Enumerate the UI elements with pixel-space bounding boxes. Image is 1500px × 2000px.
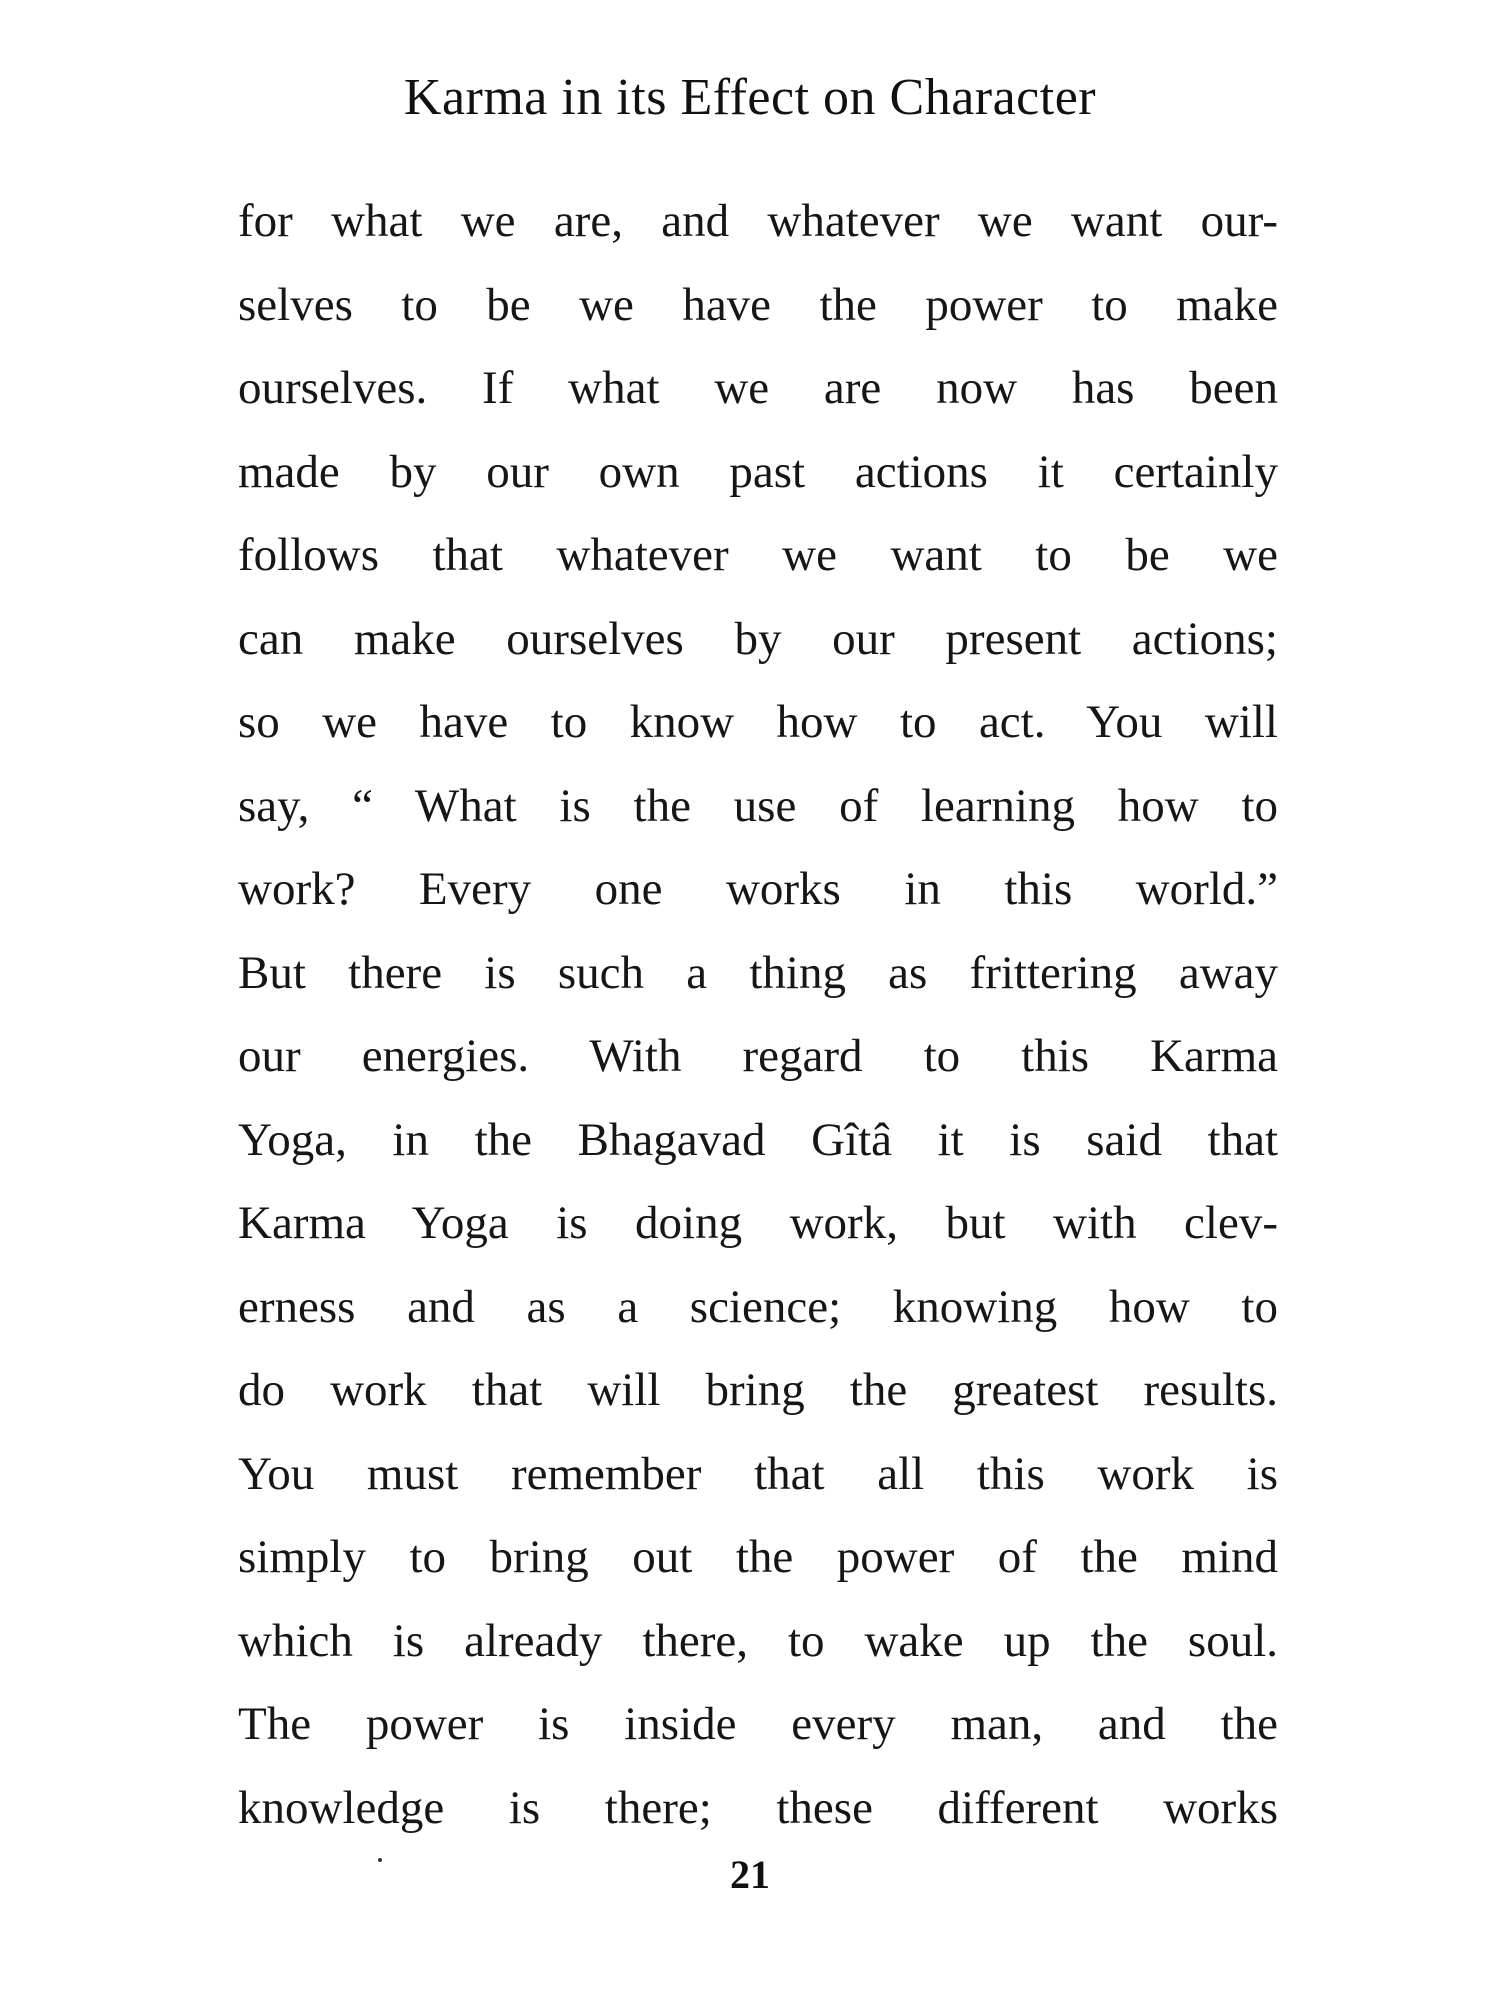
body-text [238,180,1278,1850]
text-line: Karma Yoga is doing work, but with clev- [238,1197,1278,1249]
text-line: say, “ What is the use of learning how to [238,779,1278,832]
text-line: so we have to know how to act. You will [238,696,1278,748]
text-line: do work that will bring the greatest results. [238,1364,1278,1416]
text-line: The power is inside every man, and the [238,1698,1278,1750]
text-line: selves to be we have the power to make [238,278,1278,331]
text-line: made by our own past actions it certainly [238,445,1278,498]
text-line: Yoga, in the Bhagavad Gîtâ it is said that [238,1113,1278,1166]
text-line: which is already there, to wake up the soul. [238,1614,1278,1667]
text-line: simply to bring out the power of the mind [238,1531,1278,1583]
page-number: 21 [730,1852,770,1897]
text-line: work? Every one works in this world.” [238,863,1278,915]
text-line: You must remember that all this work is [238,1447,1278,1500]
text-line: follows that whatever we want to be we [238,529,1278,581]
text-line: for what we are, and whatever we want our- [238,195,1278,247]
text-line: our energies. With regard to this Karma [238,1030,1278,1082]
text-line: erness and as a science; knowing how to [238,1280,1278,1333]
running-head: Karma in its Effect on Character [403,69,1097,126]
text-line: can make ourselves by our present actions; [238,612,1278,665]
text-line: knowledge is there; these different works [238,1781,1278,1834]
text-line: But there is such a thing as frittering away [238,946,1278,999]
text-line: ourselves. If what we are now has been [238,362,1278,414]
